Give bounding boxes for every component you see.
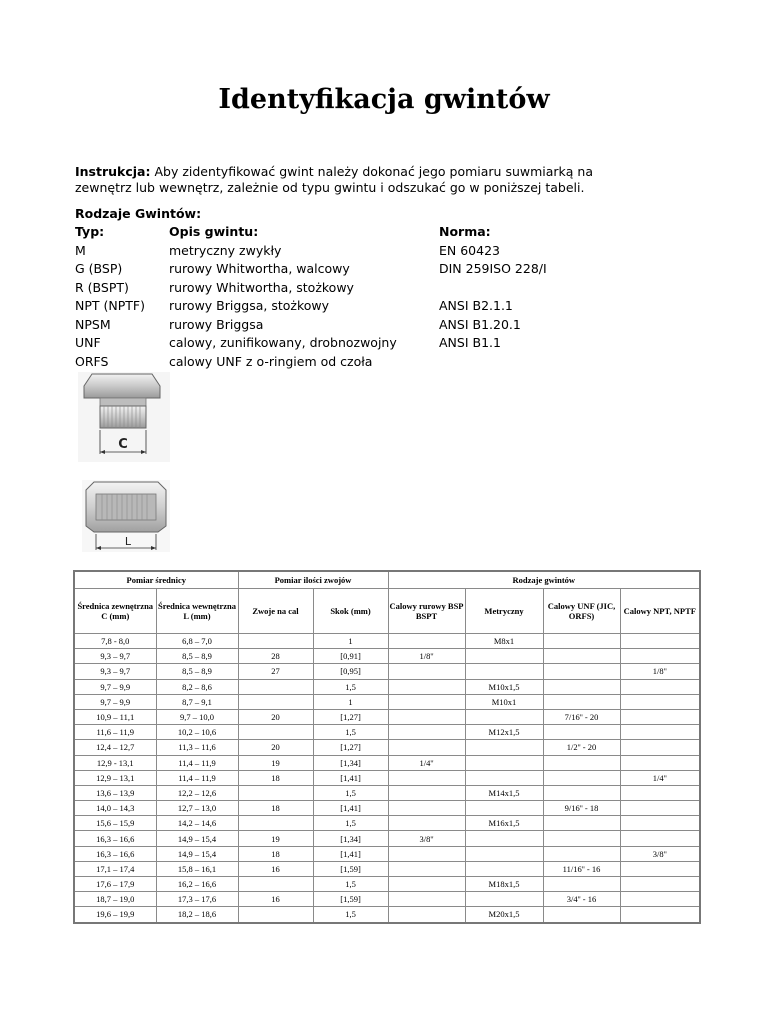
cell-tpi: 16 bbox=[238, 861, 313, 876]
cell-inner-diameter: 17,3 – 17,6 bbox=[156, 892, 238, 907]
cell-tpi: 19 bbox=[238, 755, 313, 770]
table-row bbox=[74, 694, 700, 709]
cell-tpi bbox=[238, 785, 313, 800]
group-thread-types: Rodzaje gwintów bbox=[388, 571, 700, 589]
cell-tpi bbox=[238, 907, 313, 923]
cell-bsp bbox=[388, 725, 465, 740]
cell-metric bbox=[465, 755, 543, 770]
cell-outer-diameter: 9,3 – 9,7 bbox=[74, 664, 156, 679]
table-row bbox=[74, 861, 700, 876]
thread-norm: EN 60423 bbox=[439, 242, 500, 258]
thread-norm: ANSI B1.1 bbox=[439, 335, 501, 350]
table-row bbox=[74, 816, 700, 831]
cell-metric: M10x1,5 bbox=[465, 679, 543, 694]
thread-description: rurowy Briggsa, stożkowy bbox=[169, 298, 330, 313]
table-row bbox=[74, 679, 700, 694]
cell-metric bbox=[465, 740, 543, 755]
cell-npt bbox=[620, 816, 700, 831]
table-row bbox=[74, 634, 700, 649]
cell-metric bbox=[465, 709, 543, 724]
cell-npt bbox=[620, 877, 700, 892]
cell-bsp bbox=[388, 694, 465, 709]
cell-tpi: 28 bbox=[238, 649, 313, 664]
thread-type-row bbox=[75, 279, 675, 298]
cell-outer-diameter: 14,0 – 14,3 bbox=[74, 801, 156, 816]
cell-inner-diameter: 11,4 – 11,9 bbox=[156, 755, 238, 770]
cell-bsp bbox=[388, 709, 465, 724]
table-row bbox=[74, 664, 700, 679]
cell-unf bbox=[543, 785, 620, 800]
cell-npt bbox=[620, 861, 700, 876]
cell-inner-diameter: 14,2 – 14,6 bbox=[156, 816, 238, 831]
thread-description: rurowy Whitwortha, stożkowy bbox=[169, 279, 354, 295]
thread-type-row bbox=[75, 316, 675, 335]
table-row bbox=[74, 831, 700, 846]
group-diameter: Pomiar średnicy bbox=[74, 571, 238, 589]
cell-unf: 7/16'' - 20 bbox=[543, 709, 620, 724]
cell-bsp bbox=[388, 770, 465, 785]
cell-bsp bbox=[388, 861, 465, 876]
cell-tpi: 19 bbox=[238, 831, 313, 846]
thread-description: rurowy Briggsa bbox=[169, 316, 264, 332]
cell-inner-diameter: 10,2 – 10,6 bbox=[156, 725, 238, 740]
cell-bsp bbox=[388, 664, 465, 679]
cell-unf: 9/16'' - 18 bbox=[543, 801, 620, 816]
thread-type: G (BSP) bbox=[75, 261, 123, 276]
cell-pitch: [1,59] bbox=[313, 861, 388, 876]
table-row bbox=[74, 725, 700, 740]
cell-unf: 11/16'' - 16 bbox=[543, 861, 620, 876]
inner-diameter-figure bbox=[82, 480, 170, 552]
cell-unf bbox=[543, 664, 620, 679]
thread-norm: ANSI B2.1.1 bbox=[439, 298, 513, 313]
cell-bsp: 1/4'' bbox=[388, 755, 465, 770]
cell-metric bbox=[465, 846, 543, 861]
cell-inner-diameter: 11,3 – 11,6 bbox=[156, 740, 238, 755]
cell-unf bbox=[543, 755, 620, 770]
cell-bsp bbox=[388, 740, 465, 755]
cell-tpi bbox=[238, 816, 313, 831]
cell-npt bbox=[620, 907, 700, 923]
cell-outer-diameter: 19,6 – 19,9 bbox=[74, 907, 156, 923]
thread-type-row bbox=[75, 260, 675, 279]
thread-description: rurowy Whitwortha, walcowy bbox=[169, 261, 350, 276]
cell-pitch: [1,41] bbox=[313, 846, 388, 861]
cell-pitch: [1,34] bbox=[313, 831, 388, 846]
cell-bsp bbox=[388, 679, 465, 694]
cell-unf bbox=[543, 634, 620, 649]
table-row bbox=[74, 770, 700, 785]
thread-type: NPT (NPTF) bbox=[75, 298, 145, 313]
cell-npt bbox=[620, 694, 700, 709]
cell-inner-diameter: 14,9 – 15,4 bbox=[156, 831, 238, 846]
cell-unf bbox=[543, 694, 620, 709]
col-metric: Metryczny bbox=[465, 589, 543, 634]
cell-npt bbox=[620, 892, 700, 907]
cell-bsp bbox=[388, 816, 465, 831]
header-description: Opis gwintu: bbox=[169, 224, 259, 239]
table-row bbox=[74, 907, 700, 923]
cell-outer-diameter: 12,9 – 13,1 bbox=[74, 770, 156, 785]
cell-bsp bbox=[388, 907, 465, 923]
cell-unf bbox=[543, 770, 620, 785]
cell-inner-diameter: 9,7 – 10,0 bbox=[156, 709, 238, 724]
cell-inner-diameter: 11,4 – 11,9 bbox=[156, 770, 238, 785]
cell-outer-diameter: 9,7 – 9,9 bbox=[74, 694, 156, 709]
table-row bbox=[74, 649, 700, 664]
outer-diameter-figure bbox=[78, 372, 170, 462]
cell-npt bbox=[620, 831, 700, 846]
cell-inner-diameter: 12,2 – 12,6 bbox=[156, 785, 238, 800]
cell-inner-diameter: 6,8 – 7,0 bbox=[156, 634, 238, 649]
cell-outer-diameter: 13,6 – 13,9 bbox=[74, 785, 156, 800]
cell-unf bbox=[543, 725, 620, 740]
cell-npt bbox=[620, 801, 700, 816]
instruction-line2: zewnętrz lub wewnętrz, zależnie od typu gwintu i odszukać go w poniższej tabeli. bbox=[75, 180, 585, 195]
cell-pitch: [1,27] bbox=[313, 709, 388, 724]
cell-unf bbox=[543, 846, 620, 861]
cell-pitch: [1,41] bbox=[313, 770, 388, 785]
cell-bsp bbox=[388, 785, 465, 800]
cell-npt: 3/8'' bbox=[620, 846, 700, 861]
cell-pitch: 1,5 bbox=[313, 785, 388, 800]
cell-pitch: 1,5 bbox=[313, 907, 388, 923]
cell-inner-diameter: 8,7 – 9,1 bbox=[156, 694, 238, 709]
thread-type: R (BSPT) bbox=[75, 279, 129, 295]
cell-metric bbox=[465, 861, 543, 876]
cell-pitch: 1,5 bbox=[313, 877, 388, 892]
cell-tpi bbox=[238, 679, 313, 694]
cell-npt bbox=[620, 740, 700, 755]
cell-outer-diameter: 12,9 - 13,1 bbox=[74, 755, 156, 770]
cell-bsp bbox=[388, 877, 465, 892]
thread-description: calowy, zunifikowany, drobnozwojny bbox=[169, 335, 397, 350]
col-inner-diameter: Średnica wewnętrzna L (mm) bbox=[156, 589, 238, 634]
thread-type: ORFS bbox=[75, 353, 109, 369]
cell-npt bbox=[620, 755, 700, 770]
cell-tpi bbox=[238, 634, 313, 649]
cell-tpi: 18 bbox=[238, 801, 313, 816]
cell-outer-diameter: 9,7 – 9,9 bbox=[74, 679, 156, 694]
instruction-label: Instrukcja: bbox=[75, 164, 151, 179]
cell-inner-diameter: 12,7 – 13,0 bbox=[156, 801, 238, 816]
thread-norm: ANSI B1.20.1 bbox=[439, 316, 521, 332]
cell-bsp: 3/8'' bbox=[388, 831, 465, 846]
cell-npt bbox=[620, 725, 700, 740]
cell-unf: 3/4'' - 16 bbox=[543, 892, 620, 907]
thread-norm: DIN 259ISO 228/I bbox=[439, 261, 547, 276]
cell-pitch: 1,5 bbox=[313, 725, 388, 740]
table-row bbox=[74, 877, 700, 892]
cell-unf bbox=[543, 907, 620, 923]
cell-outer-diameter: 15,6 – 15,9 bbox=[74, 816, 156, 831]
outer-diameter-label: C bbox=[118, 437, 128, 452]
cell-npt bbox=[620, 785, 700, 800]
instruction-text bbox=[75, 164, 635, 196]
header-norm: Norma: bbox=[439, 224, 491, 239]
cell-outer-diameter: 17,1 – 17,4 bbox=[74, 861, 156, 876]
cell-npt bbox=[620, 634, 700, 649]
cell-metric bbox=[465, 770, 543, 785]
table-row bbox=[74, 892, 700, 907]
col-bsp: Calowy rurowy BSP BSPT bbox=[388, 589, 465, 634]
thread-types-list bbox=[75, 223, 675, 371]
cell-outer-diameter: 10,9 – 11,1 bbox=[74, 709, 156, 724]
cell-outer-diameter: 9,3 – 9,7 bbox=[74, 649, 156, 664]
group-pitch: Pomiar ilości zwojów bbox=[238, 571, 388, 589]
cell-npt: 1/8'' bbox=[620, 664, 700, 679]
cell-tpi bbox=[238, 694, 313, 709]
cell-inner-diameter: 14,9 – 15,4 bbox=[156, 846, 238, 861]
thread-description: metryczny zwykły bbox=[169, 242, 282, 258]
cell-bsp bbox=[388, 634, 465, 649]
cell-tpi: 16 bbox=[238, 892, 313, 907]
cell-metric: M8x1 bbox=[465, 634, 543, 649]
col-outer-diameter: Średnica zewnętrzna C (mm) bbox=[74, 589, 156, 634]
thread-type: M bbox=[75, 242, 86, 258]
cell-unf bbox=[543, 831, 620, 846]
cell-metric bbox=[465, 831, 543, 846]
cell-npt bbox=[620, 649, 700, 664]
cell-inner-diameter: 8,5 – 8,9 bbox=[156, 664, 238, 679]
cell-metric: M20x1,5 bbox=[465, 907, 543, 923]
col-tpi: Zwoje na cal bbox=[238, 589, 313, 634]
cell-inner-diameter: 18,2 – 18,6 bbox=[156, 907, 238, 923]
cell-bsp bbox=[388, 801, 465, 816]
cell-inner-diameter: 16,2 – 16,6 bbox=[156, 877, 238, 892]
cell-bsp: 1/8'' bbox=[388, 649, 465, 664]
col-npt: Calowy NPT, NPTF bbox=[620, 589, 700, 634]
table-row bbox=[74, 785, 700, 800]
cell-pitch: 1 bbox=[313, 694, 388, 709]
thread-type-row bbox=[75, 334, 675, 353]
cell-tpi: 18 bbox=[238, 846, 313, 861]
table-row bbox=[74, 846, 700, 861]
cell-outer-diameter: 7,8 - 8,0 bbox=[74, 634, 156, 649]
cell-bsp bbox=[388, 846, 465, 861]
cell-tpi: 20 bbox=[238, 709, 313, 724]
cell-tpi: 18 bbox=[238, 770, 313, 785]
cell-inner-diameter: 8,5 – 8,9 bbox=[156, 649, 238, 664]
col-pitch: Skok (mm) bbox=[313, 589, 388, 634]
cell-pitch: [1,59] bbox=[313, 892, 388, 907]
table-body bbox=[74, 634, 700, 923]
thread-identification-table bbox=[73, 570, 701, 924]
cell-metric: M12x1,5 bbox=[465, 725, 543, 740]
cell-outer-diameter: 16,3 – 16,6 bbox=[74, 831, 156, 846]
cell-tpi: 20 bbox=[238, 740, 313, 755]
thread-type: NPSM bbox=[75, 316, 111, 332]
cell-pitch: 1,5 bbox=[313, 679, 388, 694]
table-row bbox=[74, 801, 700, 816]
cell-tpi bbox=[238, 725, 313, 740]
thread-description: calowy UNF z o-ringiem od czoła bbox=[169, 353, 373, 369]
group-header-row bbox=[74, 571, 700, 589]
instruction-line1: Aby zidentyfikować gwint należy dokonać jego pomiaru suwmiarką na bbox=[150, 164, 594, 179]
table-row bbox=[74, 709, 700, 724]
cell-unf bbox=[543, 649, 620, 664]
cell-pitch: 1,5 bbox=[313, 816, 388, 831]
cell-npt: 1/4'' bbox=[620, 770, 700, 785]
cell-unf bbox=[543, 816, 620, 831]
cell-metric bbox=[465, 664, 543, 679]
column-header-row bbox=[74, 589, 700, 634]
cell-metric bbox=[465, 649, 543, 664]
thread-type-row bbox=[75, 297, 675, 316]
cell-metric: M14x1,5 bbox=[465, 785, 543, 800]
cell-metric bbox=[465, 892, 543, 907]
cell-metric: M16x1,5 bbox=[465, 816, 543, 831]
page-title: Identyfikacja gwintów bbox=[218, 84, 550, 115]
thread-type: UNF bbox=[75, 335, 101, 350]
cell-unf bbox=[543, 877, 620, 892]
col-unf: Calowy UNF (JIC, ORFS) bbox=[543, 589, 620, 634]
header-type: Typ: bbox=[75, 224, 105, 239]
cell-inner-diameter: 15,8 – 16,1 bbox=[156, 861, 238, 876]
thread-types-header-row bbox=[75, 223, 675, 242]
cell-pitch: [1,41] bbox=[313, 801, 388, 816]
cell-pitch: [0,95] bbox=[313, 664, 388, 679]
inner-diameter-label: L bbox=[124, 535, 132, 548]
cell-npt bbox=[620, 679, 700, 694]
cell-outer-diameter: 11,6 – 11,9 bbox=[74, 725, 156, 740]
cell-outer-diameter: 12,4 – 12,7 bbox=[74, 740, 156, 755]
cell-outer-diameter: 18,7 – 19,0 bbox=[74, 892, 156, 907]
cell-bsp bbox=[388, 892, 465, 907]
cell-outer-diameter: 17,6 – 17,9 bbox=[74, 877, 156, 892]
cell-pitch: [0,91] bbox=[313, 649, 388, 664]
thread-type-row bbox=[75, 353, 675, 372]
cell-metric: M18x1,5 bbox=[465, 877, 543, 892]
thread-types-heading: Rodzaje Gwintów: bbox=[75, 206, 202, 221]
table-row bbox=[74, 755, 700, 770]
cell-metric: M10x1 bbox=[465, 694, 543, 709]
cell-pitch: [1,34] bbox=[313, 755, 388, 770]
cell-pitch: 1 bbox=[313, 634, 388, 649]
cell-pitch: [1,27] bbox=[313, 740, 388, 755]
cell-outer-diameter: 16,3 – 16,6 bbox=[74, 846, 156, 861]
cell-metric bbox=[465, 801, 543, 816]
thread-type-row bbox=[75, 242, 675, 261]
cell-unf bbox=[543, 679, 620, 694]
cell-tpi bbox=[238, 877, 313, 892]
cell-inner-diameter: 8,2 – 8,6 bbox=[156, 679, 238, 694]
cell-npt bbox=[620, 709, 700, 724]
table-row bbox=[74, 740, 700, 755]
cell-tpi: 27 bbox=[238, 664, 313, 679]
cell-unf: 1/2'' - 20 bbox=[543, 740, 620, 755]
